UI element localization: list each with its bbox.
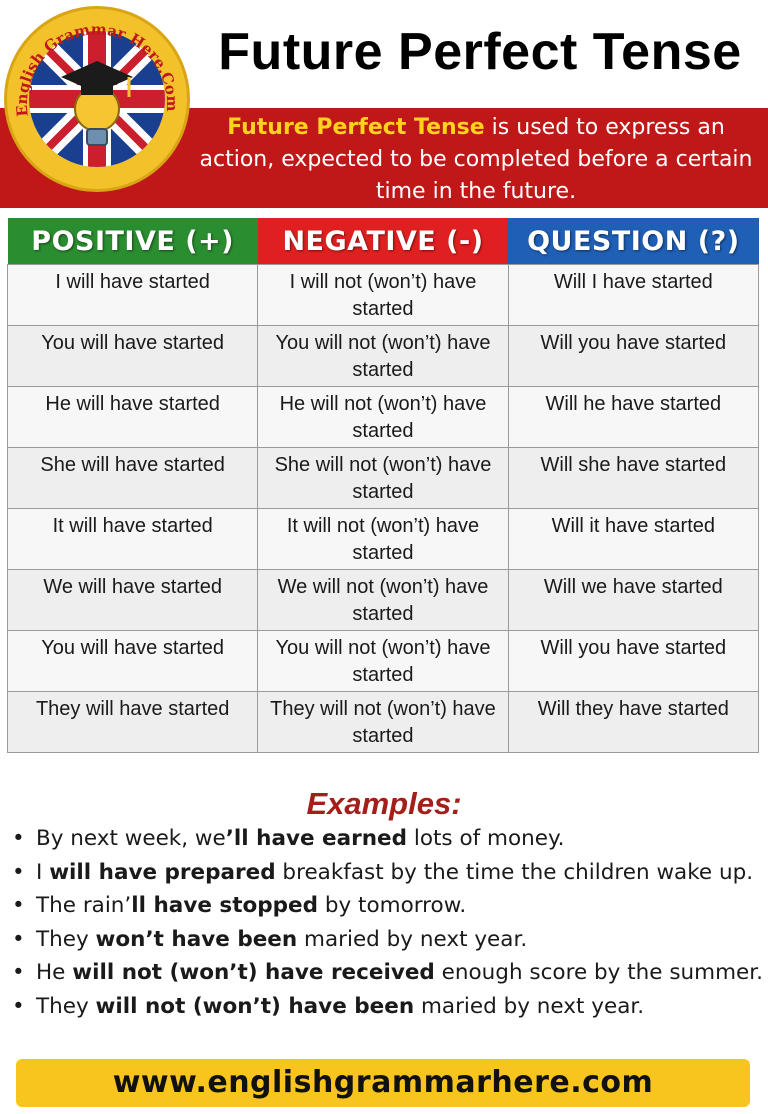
example-text: maried by next year.	[297, 926, 528, 952]
list-item	[12, 856, 764, 890]
example-text: They	[36, 993, 96, 1019]
cell-negative: We will not (won’t) have started	[258, 570, 508, 631]
table-header-row	[8, 218, 759, 265]
cell-positive: We will have started	[8, 570, 258, 631]
cell-positive: You will have started	[8, 326, 258, 387]
example-text: lots of money.	[407, 826, 565, 851]
table-row	[8, 387, 759, 448]
cell-question: Will you have started	[508, 631, 758, 692]
table-row	[8, 631, 759, 692]
table-body	[8, 265, 759, 753]
bullet-icon: •	[12, 960, 25, 985]
cell-question: Will you have started	[508, 326, 758, 387]
example-text: enough score by the summer.	[434, 960, 763, 985]
example-text: I	[36, 859, 50, 885]
example-text: maried by next year.	[414, 993, 645, 1019]
list-item	[12, 889, 764, 923]
cell-question: Will she have started	[508, 448, 758, 509]
cell-positive: You will have started	[8, 631, 258, 692]
example-text: He	[36, 960, 73, 985]
example-bold: ll have stopped	[131, 893, 318, 918]
header-negative: NEGATIVE (-)	[258, 218, 508, 265]
cell-question: Will I have started	[508, 265, 758, 326]
bullet-icon: •	[12, 826, 25, 851]
examples-heading: Examples:	[306, 786, 462, 821]
table-row	[8, 509, 759, 570]
bullet-icon: •	[12, 859, 25, 885]
cell-question: Will it have started	[508, 509, 758, 570]
definition-rest: is used to express an action, expected to be completed before a certain time in the future.	[199, 115, 753, 204]
cell-negative: They will not (won’t) have started	[258, 692, 508, 753]
site-logo	[4, 6, 190, 192]
example-text: They	[36, 926, 96, 952]
cell-negative: I will not (won’t) have started	[258, 265, 508, 326]
definition-text	[190, 112, 762, 208]
list-item	[12, 956, 764, 990]
table-row	[8, 326, 759, 387]
table-row	[8, 692, 759, 753]
cell-positive: He will have started	[8, 387, 258, 448]
cell-positive: I will have started	[8, 265, 258, 326]
cell-positive: She will have started	[8, 448, 258, 509]
example-text: by tomorrow.	[318, 893, 467, 918]
cell-negative: He will not (won’t) have started	[258, 387, 508, 448]
page-title: Future Perfect Tense	[218, 23, 742, 81]
cell-question: Will we have started	[508, 570, 758, 631]
list-item	[12, 822, 764, 856]
example-bold: will not (won’t) have been	[95, 993, 415, 1019]
bullet-icon: •	[12, 926, 25, 952]
examples-list	[12, 822, 764, 1023]
header-question: QUESTION (?)	[508, 218, 758, 265]
conjugation-table	[7, 218, 759, 753]
example-bold: ’ll have earned	[225, 826, 408, 851]
example-text: breakfast by the time the children wake up.	[275, 859, 754, 885]
table-row	[8, 570, 759, 631]
header-positive: POSITIVE (+)	[8, 218, 258, 265]
example-text: By next week, we	[36, 826, 226, 851]
cell-question: Will they have started	[508, 692, 758, 753]
cell-negative: She will not (won’t) have started	[258, 448, 508, 509]
cell-negative: It will not (won’t) have started	[258, 509, 508, 570]
example-bold: won’t have been	[95, 926, 298, 952]
list-item	[12, 990, 764, 1024]
svg-text:English Grammar Here.Com: English Grammar Here.Com	[12, 20, 182, 118]
cell-positive: They will have started	[8, 692, 258, 753]
table-row	[8, 265, 759, 326]
footer-url[interactable]: www.englishgrammarhere.com	[112, 1065, 654, 1100]
footer-banner	[16, 1059, 750, 1107]
cell-negative: You will not (won’t) have started	[258, 326, 508, 387]
example-text: The rain’	[36, 893, 132, 918]
cell-negative: You will not (won’t) have started	[258, 631, 508, 692]
cell-positive: It will have started	[8, 509, 258, 570]
bullet-icon: •	[12, 893, 25, 918]
list-item	[12, 923, 764, 957]
example-bold: will have prepared	[49, 859, 276, 885]
cell-question: Will he have started	[508, 387, 758, 448]
table-row	[8, 448, 759, 509]
bullet-icon: •	[12, 993, 25, 1019]
example-bold: will not (won’t) have received	[72, 960, 435, 985]
definition-highlight: Future Perfect Tense	[227, 115, 485, 140]
logo-ring-text	[7, 9, 187, 189]
